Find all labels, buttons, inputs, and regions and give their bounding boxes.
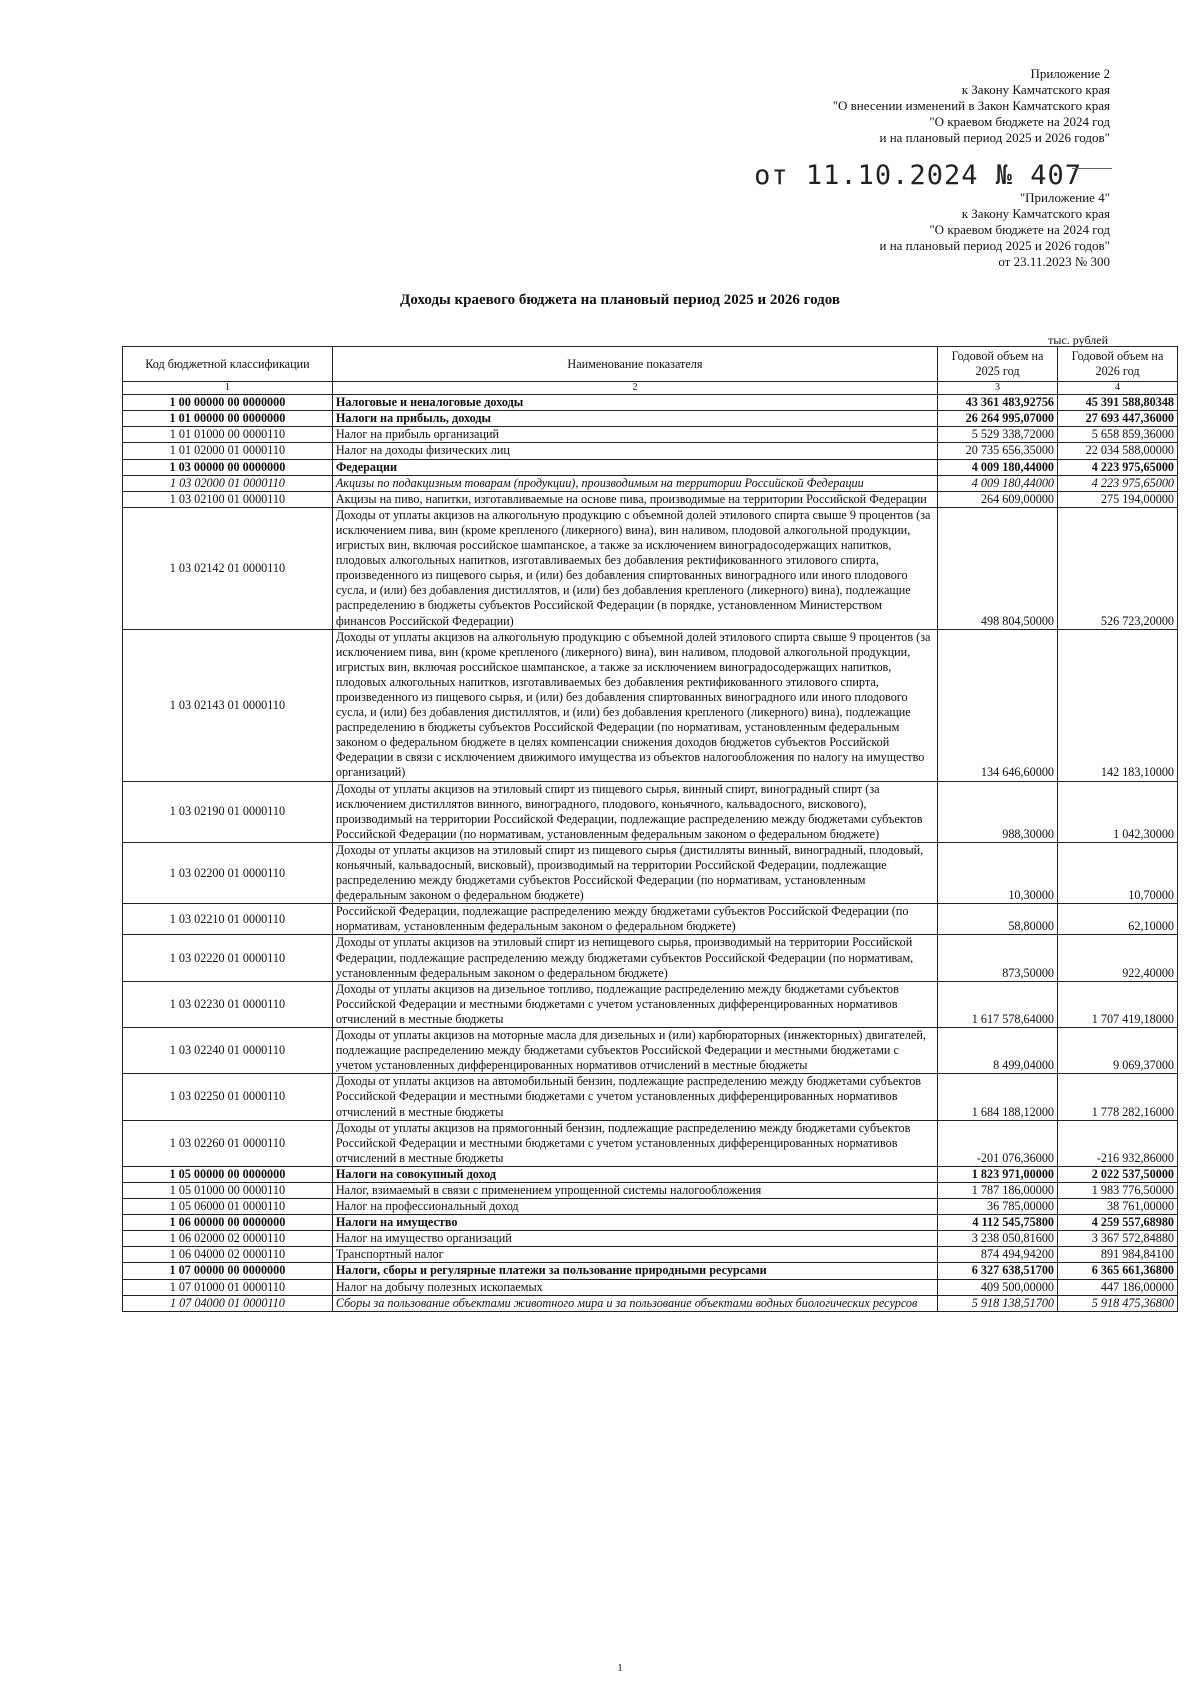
row-value-2025: 1 684 188,12000 <box>938 1074 1058 1120</box>
header-line: к Закону Камчатского края <box>961 206 1110 221</box>
column-number: 2 <box>332 382 937 395</box>
row-code: 1 05 06000 01 0000110 <box>123 1199 333 1215</box>
unit-label: тыс. рублей <box>1048 333 1108 347</box>
row-code: 1 03 02190 01 0000110 <box>123 781 333 842</box>
appendix-4-header <box>879 190 1110 270</box>
table-row <box>123 1263 1178 1279</box>
table-row <box>123 507 1178 629</box>
row-name: Доходы от уплаты акцизов на автомобильный бензин, подлежащие распределению между бюджетами субъектов Российской Федерации и местными бюджетами с учетом установленных дифференцированных нормативов отчислений в местные бюджеты <box>332 1074 937 1120</box>
column-number: 1 <box>123 382 333 395</box>
column-header-2025: Годовой объем на 2025 год <box>938 347 1058 382</box>
header-line: "О внесении изменений в Закон Камчатского края <box>832 98 1110 113</box>
row-code: 1 07 04000 01 0000110 <box>123 1295 333 1311</box>
row-value-2026: 891 984,84100 <box>1058 1247 1178 1263</box>
row-name: Акцизы по подакцизным товарам (продукции), производимым на территории Российской Федерации <box>332 475 937 491</box>
row-value-2025: 874 494,94200 <box>938 1247 1058 1263</box>
row-code: 1 03 02230 01 0000110 <box>123 981 333 1027</box>
row-value-2025: -201 076,36000 <box>938 1120 1058 1166</box>
row-code: 1 06 02000 02 0000110 <box>123 1231 333 1247</box>
row-value-2026: 275 194,00000 <box>1058 491 1178 507</box>
column-header-2026: Годовой объем на 2026 год <box>1058 347 1178 382</box>
table-row <box>123 459 1178 475</box>
row-value-2025: 58,80000 <box>938 904 1058 935</box>
row-value-2026: 526 723,20000 <box>1058 507 1178 629</box>
table-row <box>123 904 1178 935</box>
row-value-2025: 873,50000 <box>938 935 1058 981</box>
row-value-2026: 4 223 975,65000 <box>1058 475 1178 491</box>
row-value-2026: 62,10000 <box>1058 904 1178 935</box>
row-code: 1 03 02100 01 0000110 <box>123 491 333 507</box>
column-header-name: Наименование показателя <box>332 347 937 382</box>
row-value-2026: 3 367 572,84880 <box>1058 1231 1178 1247</box>
header-line: и на плановый период 2025 и 2026 годов" <box>879 130 1110 145</box>
row-name: Доходы от уплаты акцизов на алкогольную продукцию с объемной долей этилового спирта свыше 9 процентов (за исключением пива, вин (кроме крепленого (ликерного) вина), вин наливом, плодовой алкогольной продукции, игристых вин, включая российское шампанское, а также за исключением виноградосодержащих напитков, плодовых алкогольных напитков, изготавливаемых без добавления ректификованного этилового спирта, произведенного из пищевого сырья, и (или) без добавления спиртованных виноградного или иного плодового сусла, и (или) без добавления дистиллятов, и (или) без добавления крепленого (ликерного) вина), подлежащие распределению в бюджеты субъектов Российской Федерации (по нормативам, установленным федеральным законом о федеральном бюджете в целях компенсации снижения доходов бюджетов субъектов Российской Федерации в связи с исключением движимого имущества из объектов налогообложения по налогу на имущество организаций) <box>332 629 937 781</box>
table-row <box>123 629 1178 781</box>
row-code: 1 01 02000 01 0000110 <box>123 443 333 459</box>
row-name: Налог на добычу полезных ископаемых <box>332 1279 937 1295</box>
stamp-underline <box>1072 168 1112 169</box>
row-value-2026: 45 391 588,80348 <box>1058 395 1178 411</box>
row-value-2025: 5 918 138,51700 <box>938 1295 1058 1311</box>
appendix-2-header <box>833 66 1110 146</box>
row-code: 1 06 04000 02 0000110 <box>123 1247 333 1263</box>
row-value-2026: 142 183,10000 <box>1058 629 1178 781</box>
row-value-2025: 988,30000 <box>938 781 1058 842</box>
table-row <box>123 1279 1178 1295</box>
row-name: Налог на профессиональный доход <box>332 1199 937 1215</box>
row-name: Доходы от уплаты акцизов на этиловый спирт из пищевого сырья (дистилляты винный, виноградный, плодовый, коньячный, кальвадосный, висковый), производимый на территории Российской Федерации, подлежащие распределению между бюджетами субъектов Российской Федерации (по нормативам, установленным федеральным законом о федеральном бюджете) <box>332 842 937 903</box>
table-row <box>123 1028 1178 1074</box>
row-name: Налог на прибыль организаций <box>332 427 937 443</box>
table-row <box>123 1166 1178 1182</box>
row-code: 1 03 02220 01 0000110 <box>123 935 333 981</box>
table-row <box>123 475 1178 491</box>
row-code: 1 03 02260 01 0000110 <box>123 1120 333 1166</box>
row-value-2026: 1 778 282,16000 <box>1058 1074 1178 1120</box>
row-code: 1 03 02143 01 0000110 <box>123 629 333 781</box>
table-row <box>123 395 1178 411</box>
row-value-2026: 1 707 419,18000 <box>1058 981 1178 1027</box>
row-name: Налоги на имущество <box>332 1215 937 1231</box>
table-row <box>123 842 1178 903</box>
row-value-2026: 4 223 975,65000 <box>1058 459 1178 475</box>
row-name: Доходы от уплаты акцизов на этиловый спирт из пищевого сырья, винный спирт, виноградный спирт (за исключением дистиллятов винного, виноградного, плодового, коньячного, кальвадосного, вискового), производимый на территории Российской Федерации, подлежащие распределению между бюджетами субъектов Российской Федерации (по нормативам, установленным федеральным законом о федеральном бюджете) <box>332 781 937 842</box>
row-code: 1 03 02210 01 0000110 <box>123 904 333 935</box>
row-value-2026: 5 918 475,36800 <box>1058 1295 1178 1311</box>
table-row <box>123 1247 1178 1263</box>
row-value-2026: 1 042,30000 <box>1058 781 1178 842</box>
header-line: Приложение 2 <box>1030 66 1110 81</box>
table-row <box>123 781 1178 842</box>
row-value-2025: 36 785,00000 <box>938 1199 1058 1215</box>
table-row <box>123 1074 1178 1120</box>
row-code: 1 03 02142 01 0000110 <box>123 507 333 629</box>
table-row <box>123 935 1178 981</box>
table-row <box>123 1231 1178 1247</box>
row-value-2025: 43 361 483,92756 <box>938 395 1058 411</box>
document-title: Доходы краевого бюджета на плановый период 2025 и 2026 годов <box>400 292 840 308</box>
row-value-2026: 10,70000 <box>1058 842 1178 903</box>
table-row <box>123 491 1178 507</box>
row-name: Налог на имущество организаций <box>332 1231 937 1247</box>
row-value-2025: 1 787 186,00000 <box>938 1182 1058 1198</box>
row-value-2025: 8 499,04000 <box>938 1028 1058 1074</box>
row-value-2026: 447 186,00000 <box>1058 1279 1178 1295</box>
row-value-2025: 5 529 338,72000 <box>938 427 1058 443</box>
header-line: и на плановый период 2025 и 2026 годов" <box>879 238 1110 253</box>
table-row <box>123 1215 1178 1231</box>
row-value-2026: -216 932,86000 <box>1058 1120 1178 1166</box>
page-number: 1 <box>617 1662 623 1674</box>
table-row <box>123 1199 1178 1215</box>
row-name: Доходы от уплаты акцизов на дизельное топливо, подлежащие распределению между бюджетами субъектов Российской Федерации и местными бюджетами с учетом установленных дифференцированных нормативов отчислений в местные бюджеты <box>332 981 937 1027</box>
row-value-2025: 264 609,00000 <box>938 491 1058 507</box>
table-row <box>123 427 1178 443</box>
row-value-2025: 134 646,60000 <box>938 629 1058 781</box>
row-name: Доходы от уплаты акцизов на этиловый спирт из непищевого сырья, производимый на территории Российской Федерации, подлежащие распределению между бюджетами субъектов Российской Федерации (по нормативам, установленным федеральным законом о федеральном бюджете) <box>332 935 937 981</box>
row-value-2025: 3 238 050,81600 <box>938 1231 1058 1247</box>
table-row <box>123 1295 1178 1311</box>
header-line: "О краевом бюджете на 2024 год <box>929 114 1110 129</box>
row-value-2026: 922,40000 <box>1058 935 1178 981</box>
row-code: 1 00 00000 00 0000000 <box>123 395 333 411</box>
row-name: Налоги на прибыль, доходы <box>332 411 937 427</box>
row-code: 1 05 00000 00 0000000 <box>123 1166 333 1182</box>
table-header-row <box>123 347 1178 382</box>
row-value-2026: 22 034 588,00000 <box>1058 443 1178 459</box>
table-body <box>123 395 1178 1312</box>
table-row <box>123 981 1178 1027</box>
row-value-2025: 498 804,50000 <box>938 507 1058 629</box>
table-row <box>123 443 1178 459</box>
row-name: Налоги на совокупный доход <box>332 1166 937 1182</box>
header-line: "Приложение 4" <box>1019 190 1110 205</box>
row-code: 1 03 02000 01 0000110 <box>123 475 333 491</box>
row-name: Сборы за пользование объектами животного мира и за пользование объектами водных биологических ресурсов <box>332 1295 937 1311</box>
row-value-2025: 409 500,00000 <box>938 1279 1058 1295</box>
row-value-2026: 4 259 557,68980 <box>1058 1215 1178 1231</box>
row-value-2026: 2 022 537,50000 <box>1058 1166 1178 1182</box>
row-value-2025: 1 617 578,64000 <box>938 981 1058 1027</box>
revenue-table <box>122 346 1178 1312</box>
header-line: "О краевом бюджете на 2024 год <box>929 222 1110 237</box>
row-value-2026: 9 069,37000 <box>1058 1028 1178 1074</box>
column-number-row <box>123 382 1178 395</box>
row-code: 1 03 02200 01 0000110 <box>123 842 333 903</box>
row-name: Акцизы на пиво, напитки, изготавливаемые на основе пива, производимые на территории Российской Федерации <box>332 491 937 507</box>
table-row <box>123 1182 1178 1198</box>
row-name: Транспортный налог <box>332 1247 937 1263</box>
header-line: от 23.11.2023 № 300 <box>998 254 1110 269</box>
row-name: Российской Федерации, подлежащие распределению между бюджетами субъектов Российской Федерации (по нормативам, установленным федеральным законом о федеральном бюджете) <box>332 904 937 935</box>
row-value-2025: 10,30000 <box>938 842 1058 903</box>
row-value-2025: 1 823 971,00000 <box>938 1166 1058 1182</box>
row-value-2026: 38 761,00000 <box>1058 1199 1178 1215</box>
row-code: 1 03 00000 00 0000000 <box>123 459 333 475</box>
row-name: Доходы от уплаты акцизов на моторные масла для дизельных и (или) карбюраторных (инжекторных) двигателей, подлежащие распределению между бюджетами субъектов Российской Федерации и местными бюджетами с учетом установленных дифференцированных нормативов отчислений в местные бюджеты <box>332 1028 937 1074</box>
row-name: Налог на доходы физических лиц <box>332 443 937 459</box>
row-code: 1 06 00000 00 0000000 <box>123 1215 333 1231</box>
row-code: 1 07 01000 01 0000110 <box>123 1279 333 1295</box>
row-name: Федерации <box>332 459 937 475</box>
row-value-2025: 6 327 638,51700 <box>938 1263 1058 1279</box>
row-code: 1 03 02250 01 0000110 <box>123 1074 333 1120</box>
header-line: к Закону Камчатского края <box>961 82 1110 97</box>
row-code: 1 01 00000 00 0000000 <box>123 411 333 427</box>
row-value-2026: 1 983 776,50000 <box>1058 1182 1178 1198</box>
row-value-2025: 20 735 656,35000 <box>938 443 1058 459</box>
row-name: Доходы от уплаты акцизов на алкогольную продукцию с объемной долей этилового спирта свыше 9 процентов (за исключением пива, вин (кроме крепленого (ликерного) вина), вин наливом, плодовой алкогольной продукции, игристых вин, включая российское шампанское, а также за исключением виноградосодержащих напитков, плодовых алкогольных напитков, изготавливаемых без добавления ректификованного этилового спирта, произведенного из пищевого сырья, и (или) без добавления спиртованных виноградного или иного плодового сусла, и (или) без добавления дистиллятов, и (или) без добавления крепленого (ликерного) вина), подлежащие распределению в бюджеты субъектов Российской Федерации (в порядке, установленном Министерством финансов Российской Федерации) <box>332 507 937 629</box>
row-value-2025: 4 009 180,44000 <box>938 459 1058 475</box>
row-name: Налоговые и неналоговые доходы <box>332 395 937 411</box>
row-name: Налоги, сборы и регулярные платежи за пользование природными ресурсами <box>332 1263 937 1279</box>
column-header-code: Код бюджетной классификации <box>123 347 333 382</box>
table-row <box>123 1120 1178 1166</box>
row-value-2025: 4 112 545,75800 <box>938 1215 1058 1231</box>
row-code: 1 07 00000 00 0000000 <box>123 1263 333 1279</box>
row-code: 1 03 02240 01 0000110 <box>123 1028 333 1074</box>
column-number: 4 <box>1058 382 1178 395</box>
row-code: 1 05 01000 00 0000110 <box>123 1182 333 1198</box>
table-row <box>123 411 1178 427</box>
row-value-2025: 4 009 180,44000 <box>938 475 1058 491</box>
row-value-2026: 5 658 859,36000 <box>1058 427 1178 443</box>
row-name: Налог, взимаемый в связи с применением упрощенной системы налогообложения <box>332 1182 937 1198</box>
date-number-stamp: от 11.10.2024 № 407 <box>754 160 1082 191</box>
row-name: Доходы от уплаты акцизов на прямогонный бензин, подлежащие распределению между бюджетами субъектов Российской Федерации и местными бюджетами с учетом установленных дифференцированных нормативов отчислений в местные бюджеты <box>332 1120 937 1166</box>
column-number: 3 <box>938 382 1058 395</box>
row-value-2025: 26 264 995,07000 <box>938 411 1058 427</box>
row-code: 1 01 01000 00 0000110 <box>123 427 333 443</box>
row-value-2026: 6 365 661,36800 <box>1058 1263 1178 1279</box>
row-value-2026: 27 693 447,36000 <box>1058 411 1178 427</box>
